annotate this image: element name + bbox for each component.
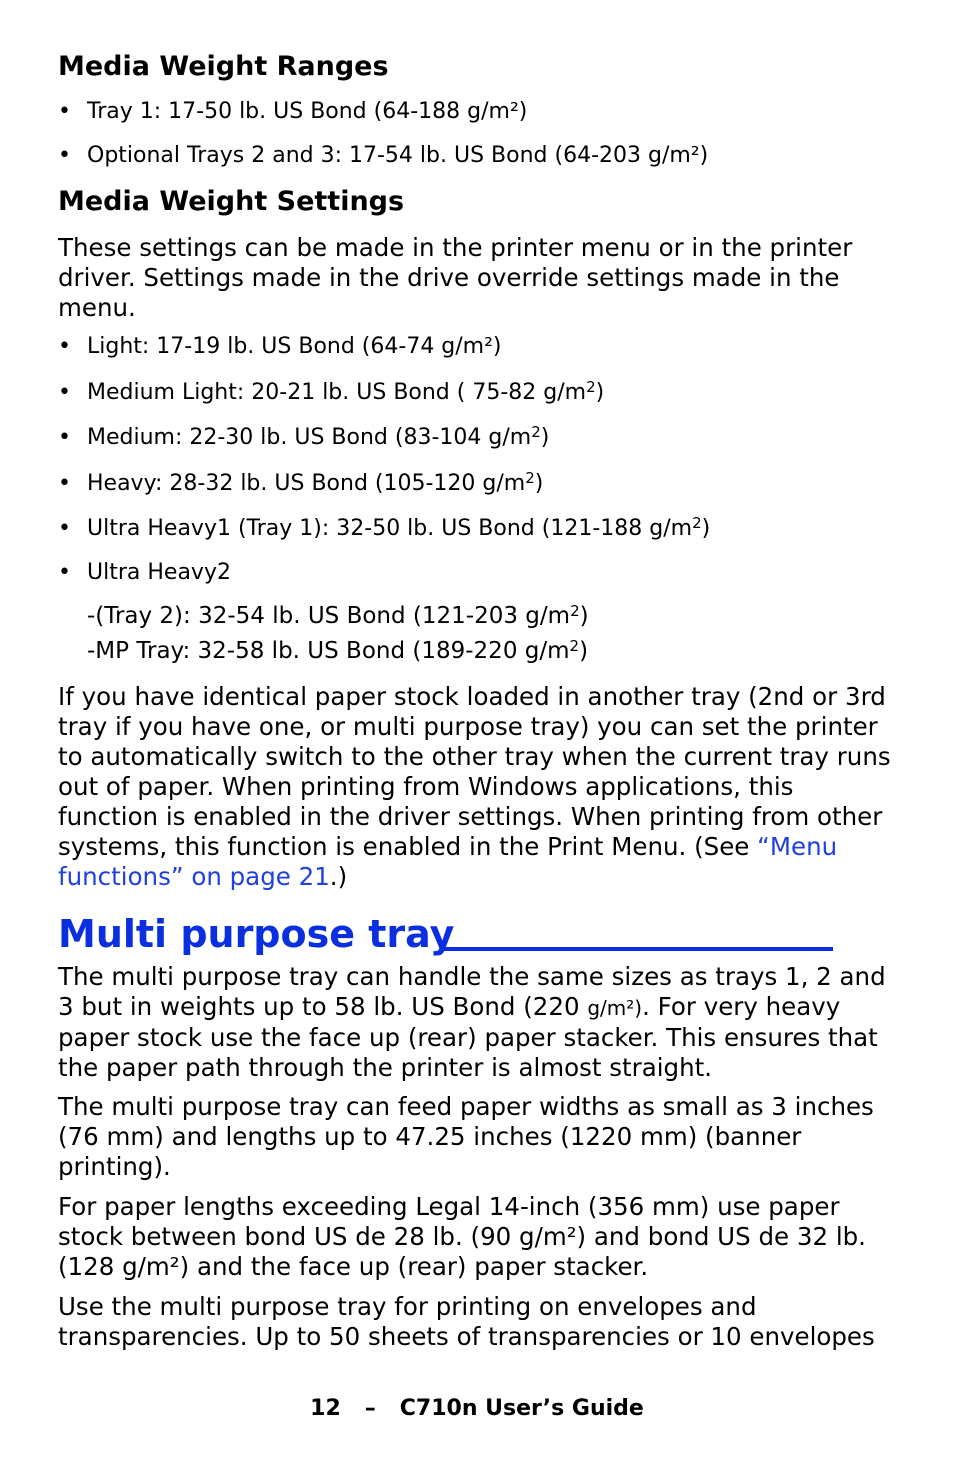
page-title: Multi purpose tray (58, 912, 455, 956)
page-number: 12 (310, 1396, 341, 1421)
section-heading-settings: Media Weight Settings (58, 186, 405, 217)
list-item: • Heavy: 28-32 lb. US Bond (105-120 $g/m^2$) (58, 469, 544, 496)
mp-paragraph-4: Use the multi purpose tray for printing on envelopes and transparencies. Up to 50 sheets of transparencies or 10 envelopes (58, 1292, 875, 1351)
section-heading-ranges: Media Weight Ranges (58, 51, 389, 82)
guide-title: C710n User’s Guide (399, 1396, 644, 1421)
list-item: • Optional Trays 2 and 3: 17-54 lb. US Bond (64-203 g/m²) (58, 143, 709, 168)
auto-switch-paragraph: If you have identical paper stock loaded in another tray (2nd or 3rd tray if you have one, or multi purpose tray) you can set the printer to automatically switch to the other tray when the current tray runs out of paper. When printing from Windows applications, this function is enabled in the driver settings. When printing from other systems, this function is enabled in the Print Menu. (See “Menu functions” on page 21.) (58, 682, 891, 891)
mp-paragraph-3: For paper lengths exceeding Legal 14-inch (356 mm) use paper stock between bond US de 28 lb. (90 g/m²) and bond US de 32 lb. (128 g/m²) and the face up (rear) paper stacker. (58, 1192, 866, 1281)
mp-paragraph-1: The multi purpose tray can handle the same sizes as trays 1, 2 and 3 but in weights up to 58 lb. US Bond (220 g/m²). For very heavy paper stock use the face up (rear) paper stacker. This ensures that the paper path through the printer is almost straight. (58, 962, 886, 1082)
sub-list-item: -(Tray 2): 32-54 lb. US Bond (121-203 $g/m^2$) (87, 602, 589, 629)
list-item: • Tray 1: 17-50 lb. US Bond (64-188 g/m²) (58, 99, 528, 124)
page-footer (0, 1394, 954, 1424)
list-item: • Light: 17-19 lb. US Bond (64-74 g/m²) (58, 334, 502, 359)
footer-dash: – (364, 1396, 376, 1421)
list-item: • Medium Light: 20-21 lb. US Bond ( 75-82 $g/m^2$) (58, 378, 605, 405)
list-item: • Ultra Heavy2 (58, 560, 231, 585)
mp-paragraph-2: The multi purpose tray can feed paper widths as small as 3 inches (76 mm) and lengths up to 47.25 inches (1220 mm) (banner printing). (58, 1092, 874, 1181)
list-item: • Ultra Heavy1 (Tray 1): 32-50 lb. US Bond (121-188 $g/m^2$) (58, 514, 711, 541)
title-underline (443, 947, 833, 951)
sub-list-item: -MP Tray: 32-58 lb. US Bond (189-220 $g/m^2$) (87, 637, 589, 664)
list-item: • Medium: 22-30 lb. US Bond (83-104 $g/m^2$) (58, 423, 550, 450)
menu-functions-link[interactable]: “Menu functions” on page 21 (58, 832, 838, 891)
settings-intro: These settings can be made in the printer menu or in the printer driver. Settings made in the drive override settings made in the menu. (58, 233, 853, 322)
